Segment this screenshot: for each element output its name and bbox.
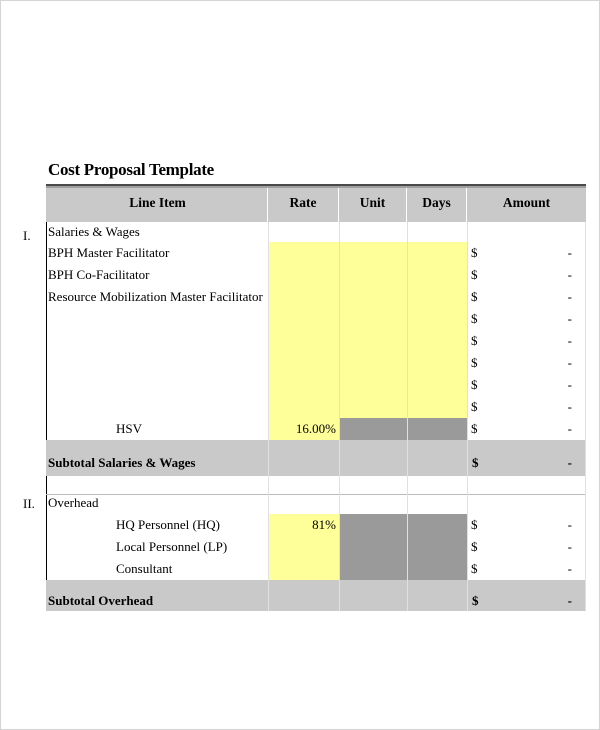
header-amount: Amount	[467, 184, 586, 222]
amount-value: -	[567, 311, 572, 326]
subtotal-label[interactable]: Subtotal Salaries & Wages	[46, 440, 268, 476]
days-locked-cell	[407, 558, 467, 580]
days-locked-cell	[407, 418, 467, 440]
line-item-label[interactable]	[46, 352, 268, 374]
line-item-label[interactable]	[46, 374, 268, 396]
currency-symbol: $	[471, 333, 478, 348]
amount-cell[interactable]	[467, 418, 586, 440]
subtotal-row-overhead	[46, 580, 586, 611]
table-row	[46, 536, 586, 558]
currency-symbol: $	[471, 245, 478, 260]
section-numeral-salaries: I.	[23, 228, 31, 243]
currency-symbol: $	[471, 289, 478, 304]
column-divider	[339, 222, 340, 611]
amount-cell[interactable]	[467, 308, 586, 330]
amount-value: -	[567, 245, 572, 260]
currency-symbol: $	[471, 561, 478, 576]
currency-symbol: $	[471, 399, 478, 414]
subtotal-unit-cell	[339, 580, 407, 611]
table-row	[46, 396, 586, 418]
rate-input-cell[interactable]	[268, 242, 339, 264]
rate-input-cell[interactable]	[268, 374, 339, 396]
currency-symbol: $	[471, 539, 478, 554]
overhead-rate-cell[interactable]	[268, 536, 339, 558]
amount-value: -	[567, 539, 572, 554]
subtotal-label[interactable]: Subtotal Overhead	[46, 580, 268, 611]
line-item-label[interactable]	[46, 308, 268, 330]
currency-symbol: $	[471, 377, 478, 392]
table-header-row	[46, 184, 586, 222]
amount-cell[interactable]	[467, 536, 586, 558]
days-input-cell[interactable]	[407, 264, 467, 286]
unit-locked-cell	[339, 514, 407, 536]
column-divider	[407, 222, 408, 611]
unit-input-cell[interactable]	[339, 330, 407, 352]
column-divider	[467, 222, 468, 611]
amount-value: -	[567, 593, 572, 608]
header-rate: Rate	[268, 184, 339, 222]
section-heading-overhead[interactable]: Overhead	[48, 495, 99, 510]
unit-input-cell[interactable]	[339, 352, 407, 374]
currency-symbol: $	[471, 267, 478, 282]
days-input-cell[interactable]	[407, 286, 467, 308]
table-row	[46, 286, 586, 308]
overhead-item-label[interactable]: HQ Personnel (HQ)	[116, 517, 220, 532]
amount-cell[interactable]	[467, 242, 586, 264]
amount-cell[interactable]	[467, 352, 586, 374]
currency-symbol: $	[472, 455, 479, 470]
unit-input-cell[interactable]	[339, 242, 407, 264]
unit-locked-cell	[339, 418, 407, 440]
days-input-cell[interactable]	[407, 374, 467, 396]
line-item-label[interactable]: BPH Co-Facilitator	[48, 267, 150, 282]
unit-input-cell[interactable]	[339, 396, 407, 418]
amount-value: -	[567, 377, 572, 392]
subtotal-days-cell	[407, 440, 467, 476]
table-row	[46, 374, 586, 396]
amount-value: -	[567, 289, 572, 304]
amount-cell[interactable]	[467, 514, 586, 536]
column-divider	[585, 222, 586, 611]
table-row	[46, 242, 586, 264]
column-divider	[268, 222, 269, 611]
subtotal-row-salaries	[46, 440, 586, 476]
overhead-rate-cell[interactable]: 81%	[268, 514, 339, 536]
amount-value: -	[567, 333, 572, 348]
overhead-item-label[interactable]: Consultant	[116, 561, 173, 576]
days-input-cell[interactable]	[407, 242, 467, 264]
unit-locked-cell	[339, 536, 407, 558]
rate-input-cell[interactable]	[268, 264, 339, 286]
amount-value: -	[567, 399, 572, 414]
table-row	[46, 352, 586, 374]
amount-value: -	[567, 267, 572, 282]
unit-input-cell[interactable]	[339, 308, 407, 330]
amount-cell[interactable]	[467, 374, 586, 396]
amount-cell[interactable]	[467, 286, 586, 308]
rate-input-cell[interactable]	[268, 308, 339, 330]
days-locked-cell	[407, 536, 467, 558]
table-row-hsv	[46, 418, 586, 440]
days-input-cell[interactable]	[407, 352, 467, 374]
line-item-label[interactable]	[46, 396, 268, 418]
table-row	[46, 222, 586, 242]
subtotal-amount-cell[interactable]	[467, 580, 586, 611]
overhead-rate-cell[interactable]	[268, 558, 339, 580]
table-row	[46, 264, 586, 286]
amount-cell[interactable]	[467, 264, 586, 286]
days-input-cell[interactable]	[407, 308, 467, 330]
unit-input-cell[interactable]	[339, 374, 407, 396]
line-item-label[interactable]: BPH Master Facilitator	[48, 245, 170, 260]
unit-locked-cell	[339, 558, 407, 580]
amount-value: -	[567, 355, 572, 370]
rate-input-cell[interactable]	[268, 330, 339, 352]
days-input-cell[interactable]	[407, 330, 467, 352]
table-row	[46, 558, 586, 580]
table-row	[46, 514, 586, 536]
subtotal-days-cell	[407, 580, 467, 611]
unit-input-cell[interactable]	[339, 286, 407, 308]
line-item-label[interactable]	[46, 330, 268, 352]
table-row	[46, 490, 586, 516]
subtotal-amount-cell[interactable]	[467, 440, 586, 476]
currency-symbol: $	[471, 421, 478, 436]
currency-symbol: $	[471, 311, 478, 326]
header-line-item: Line Item	[46, 184, 268, 222]
table-row	[46, 330, 586, 352]
document-title: Cost Proposal Template	[48, 160, 214, 179]
subtotal-unit-cell	[339, 440, 407, 476]
subtotal-rate-cell	[268, 580, 339, 611]
days-locked-cell	[407, 514, 467, 536]
section-numeral-overhead: II.	[23, 496, 35, 511]
table-row	[46, 308, 586, 330]
amount-value: -	[567, 455, 572, 470]
header-unit: Unit	[339, 184, 407, 222]
hsv-label[interactable]: HSV	[116, 421, 143, 436]
amount-value: -	[567, 561, 572, 576]
amount-cell[interactable]	[467, 558, 586, 580]
line-item-label[interactable]: Resource Mobilization Master Facilitator	[48, 289, 263, 304]
unit-input-cell[interactable]	[339, 264, 407, 286]
header-days: Days	[407, 184, 467, 222]
amount-cell[interactable]	[467, 396, 586, 418]
rate-input-cell[interactable]	[268, 352, 339, 374]
subtotal-rate-cell	[268, 440, 339, 476]
amount-cell[interactable]	[467, 330, 586, 352]
header-top-border-shadow	[46, 186, 586, 188]
amount-value: -	[567, 421, 572, 436]
section-heading-salaries[interactable]: Salaries & Wages	[48, 224, 140, 239]
overhead-item-label[interactable]: Local Personnel (LP)	[116, 539, 228, 554]
currency-symbol: $	[471, 517, 478, 532]
rate-input-cell[interactable]	[268, 396, 339, 418]
hsv-rate-cell[interactable]: 16.00%	[268, 418, 339, 440]
currency-symbol: $	[472, 593, 479, 608]
days-input-cell[interactable]	[407, 396, 467, 418]
amount-value: -	[567, 517, 572, 532]
currency-symbol: $	[471, 355, 478, 370]
rate-input-cell[interactable]	[268, 286, 339, 308]
